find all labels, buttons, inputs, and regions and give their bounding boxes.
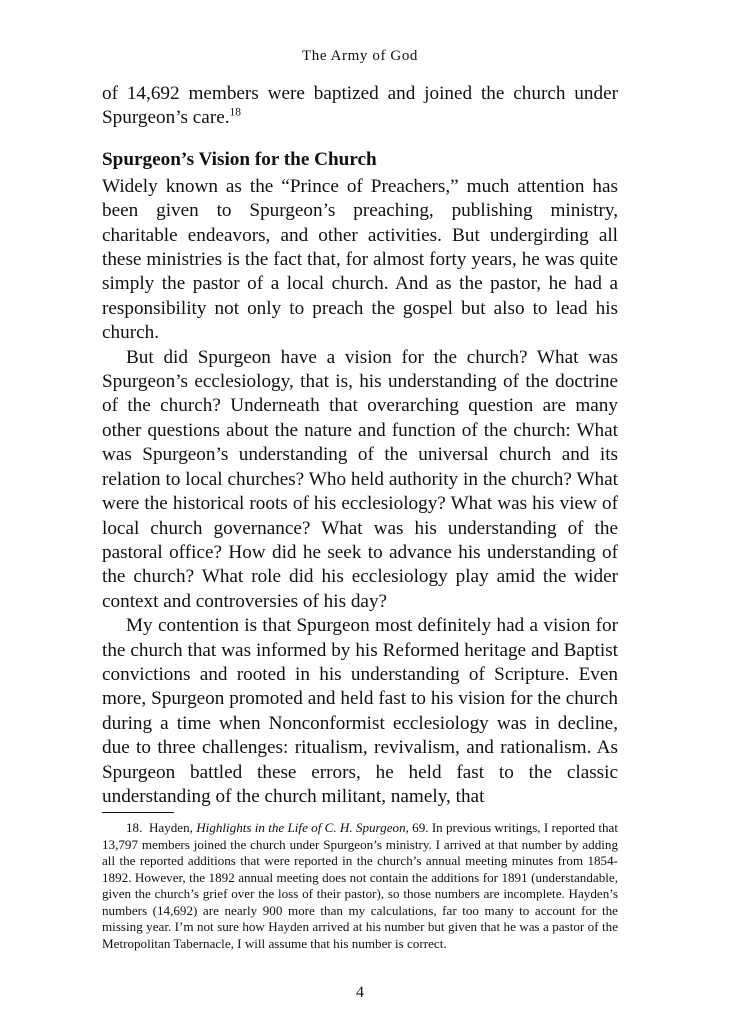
footnote: [102, 820, 618, 952]
footnote-reference[interactable]: 18: [229, 107, 242, 120]
running-head: The Army of God: [301, 48, 419, 64]
footnote-rule: [102, 812, 174, 813]
paragraph-1: Widely known as the “Prince of Preachers,” much attention has been given to Spurgeon’s preaching, publishing ministry, charitable endeavors, and other activities. But undergirding all these ministries is the fact that, for almost forty years, he was quite simply the pastor of a local church. And as the pastor, he had a responsibility not only to preach the gospel but also to lead his church.: [102, 175, 618, 344]
paragraph-2: But did Spurgeon have a vision for the church? What was Spurgeon’s ecclesiology, that is, his understanding of the doctrine of the church? Underneath that overarching question are many other questions about the nature and function of the church: What was Spurgeon’s understanding of the universal church and its relation to local churches? Who held authority in the church? What were the historical roots of his ecclesiology? What was his view of local church governance? What was his understanding of the pastoral office? How did he seek to advance his understanding of the church? What role did his ecclesiology play amid the wider context and controversies of his day?: [102, 346, 618, 612]
footnote-number: 18.: [126, 820, 143, 835]
footnote-text: , 69. In previous writings, I reported that 13,797 members joined the church under Spurgeon’s ministry. I arrived at that number by adding all the reported additions that were reported in the church’s annual meeting minutes from 1854-1892. However, the 1892 annual meeting does not contain the additions for 1891 (understandable, given the church’s grief over the loss of their pastor), so those numbers are incomplete. Hayden’s numbers (14,692) are nearly 900 more than my calculations, far too many to account for the missing year. I’m not sure how Hayden arrived at his number but given that he was a pastor of the Metropolitan Tabernacle, I will assume that his number is correct.: [102, 820, 619, 951]
footnote-title: Highlights in the Life of C. H. Spurgeon: [196, 820, 406, 835]
page-number: 4: [356, 984, 364, 1001]
footnote-author: Hayden,: [148, 820, 193, 835]
paragraph-3: My contention is that Spurgeon most definitely had a vision for the church that was informed by his Reformed heritage and Baptist convictions and rooted in his understanding of Scripture. Even more, Spurgeon promoted and held fast to his vision for the church during a time when Nonconformist ecclesiology was in decline, due to three challenges: ritualism, revivalism, and rationalism. As Spurgeon battled these errors, he held fast to the classic understanding of the church militant, namely, that: [102, 615, 618, 807]
paragraph-continued-text: of 14,692 members were baptized and joined the church under Spurgeon’s care.: [102, 83, 618, 129]
body-text: [102, 82, 618, 809]
paragraph-continued: [102, 82, 618, 131]
section-heading: Spurgeon’s Vision for the Church: [102, 148, 377, 170]
